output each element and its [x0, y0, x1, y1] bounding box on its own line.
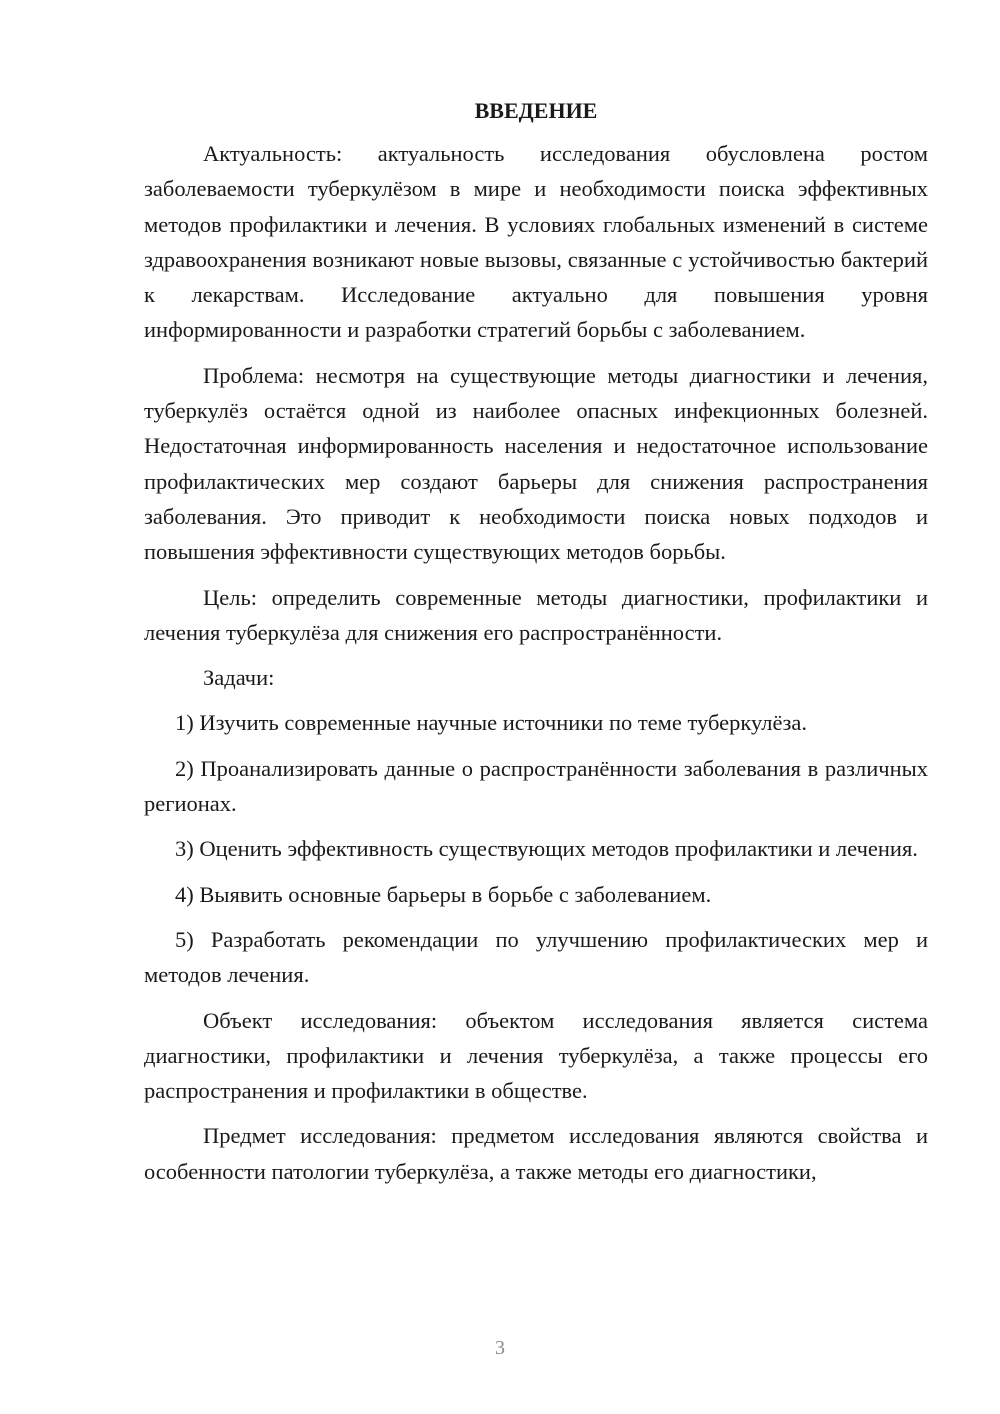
page-content	[144, 94, 928, 1199]
task-item-2: 2) Проанализировать данные о распространённости заболевания в различных регионах.	[144, 755, 928, 817]
object-paragraph: Объект исследования: объектом исследования является система диагностики, профилактики и лечения туберкулёза, а также процессы его распространения и профилактики в обществе.	[144, 1007, 928, 1104]
subject-paragraph: Предмет исследования: предметом исследования являются свойства и особенности патологии туберкулёза, а также методы его диагностики,	[144, 1123, 928, 1184]
task-item-4: 4) Выявить основные барьеры в борьбе с заболеванием.	[175, 881, 712, 907]
problem-paragraph: Проблема: несмотря на существующие методы диагностики и лечения, туберкулёз остаётся одной из наиболее опасных инфекционных болезней. Недостаточная информированность населения и недостаточное использование профилактических мер создают барьеры для снижения распространения заболевания. Это приводит к необходимости поиска новых подходов и повышения эффективности существующих методов борьбы.	[144, 362, 928, 565]
section-title: ВВЕДЕНИЕ	[474, 98, 598, 123]
goal-paragraph: Цель: определить современные методы диагностики, профилактики и лечения туберкулёза для снижения его распространённости.	[144, 584, 928, 645]
task-item-3: 3) Оценить эффективность существующих методов профилактики и лечения.	[175, 836, 918, 862]
task-item-1: 1) Изучить современные научные источники по теме туберкулёза.	[175, 710, 807, 736]
page-number: 3	[495, 1337, 505, 1359]
relevance-paragraph: Актуальность: актуальность исследования обусловлена ростом заболеваемости туберкулёзом в мире и необходимости поиска эффективных методов профилактики и лечения. В условиях глобальных изменений в системе здравоохранения возникают новые вызовы, связанные с устойчивостью бактерий к лекарствам. Исследование актуально для повышения уровня информированности и разработки стратегий борьбы с заболеванием.	[144, 141, 928, 343]
task-item-5: 5) Разработать рекомендации по улучшению профилактических мер и методов лечения.	[144, 926, 928, 988]
tasks-label: Задачи:	[203, 665, 275, 691]
